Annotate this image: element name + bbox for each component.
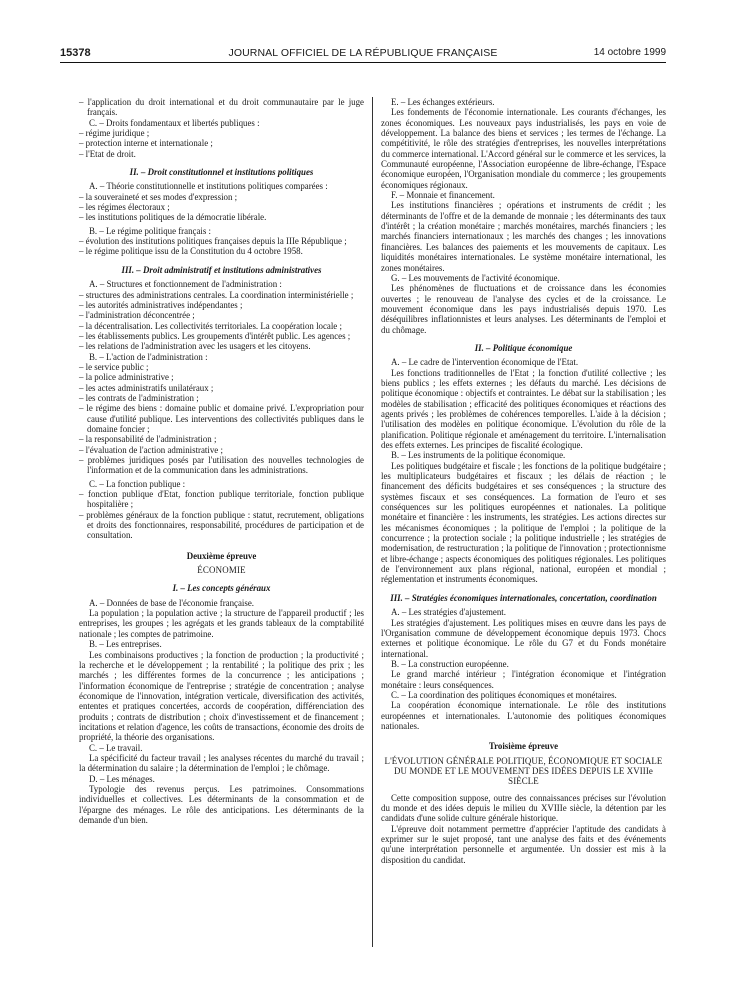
section-heading: D. – Les ménages. [89,773,155,784]
subject-title: ÉCONOMIE [197,565,246,576]
section-heading: C. – La coordination des politiques économiques et monétaires. [391,689,617,700]
section-heading: B. – Les entreprises. [89,639,162,650]
list-item: – l'Etat de droit. [79,148,136,159]
list-item: – fonction publique d'Etat, fonction publique territoriale, fonction publique hospitalière ; [79,489,364,510]
list-item: – l'application du droit international et du droit communautaire par le juge français. [79,97,364,118]
list-item: – les établissements publics. Les groupements d'intérêt public. Les agences ; [79,330,351,341]
list-item: – régime juridique ; [79,128,150,139]
list-item: – protection interne et internationale ; [79,138,213,149]
epreuve-title: Troisième épreuve [488,741,559,752]
list-item: – la police administrative ; [79,372,174,383]
section-heading: E. – Les échanges extérieurs. [391,97,495,107]
list-item: – le régime des biens : domaine public et domaine privé. L'expropriation pour cause d'utilité publique. Les interventions des collectivités publiques dans le domaine foncier ; [79,403,364,434]
page-number: 15378 [60,47,91,59]
list-item: – les régimes électoraux ; [79,202,170,213]
section-title: III. – Droit administratif et institutions administratives [121,264,322,275]
list-item: – problèmes juridiques posés par l'utilisation des nouvelles technologies de l'information et de la communication dans les administrations. [79,455,364,476]
journal-title: JOURNAL OFFICIEL DE LA RÉPUBLIQUE FRANÇAISE [228,47,498,59]
list-item: – le service public ; [79,361,149,372]
paragraph: Les institutions financières ; opérations et instruments de crédit ; les déterminants de l'offre et de la demande de monnaie ; les déterminants des taux d'intérêt ; la création monétaire ; marchés monétaires, marchés financiers ; les marchés financiers internationaux ; les marchés des changes ; les innovations financières. Les balances des paiements et les mouvements de capitaux. Les liquidités monétaires internationales. Le système monétaire international, les zones monétaires. [381,200,666,273]
list-item: – l'évaluation de l'action administrative ; [79,444,223,455]
section-heading: B. – La construction européenne. [391,658,509,669]
section-heading: A. – Théorie constitutionnelle et institutions politiques comparées : [89,181,328,192]
paragraph: La population ; la population active ; la structure de l'appareil productif ; les entreprises, les groupes ; les agrégats et les grands tableaux de la comptabilité nationale ; les comptes de patrimoine. [79,608,364,639]
list-item: – les relations de l'administration avec les usagers et les citoyens. [79,341,311,352]
paragraph: Les stratégies d'ajustement. Les politiques mises en œuvre dans les pays de l'Organisation commune de développement économique depuis 1973. Chocs externes et politique économique. Le rôle du G7 et du Fonds monétaire international. [381,617,666,659]
paragraph: Le grand marché intérieur ; l'intégration économique et l'intégration monétaire : leurs conséquences. [381,669,666,690]
list-item: – les actes administratifs unilatéraux ; [79,382,214,393]
paragraph: Les politiques budgétaire et fiscale ; les fonctions de la politique budgétaire ; les multiplicateurs budgétaires et fiscaux ; les délais de réaction ; le financement des déficits budgétaires et ses conséquences ; la structure des systèmes fiscaux et ses conséquences. La formation de l'euro et ses conséquences sur les politiques européennes et nationales. La politique monétaire et financière : les instruments, les stratégies. Les actions directes sur les mécanismes économiques ; la politique de l'emploi ; la politique de la concurrence ; la protection sociale ; la politique industrielle ; les stratégies de modernisation, de restructuration ; la politique de l'innovation ; protectionnisme et libre-échange ; aspects économiques des politiques régionales. Les politiques de l'environnement aux plans régional, national, européen et mondial ; réglementation et instruments économiques. [381,460,666,585]
left-column [79,97,364,825]
paragraph: Les fondements de l'économie internationale. Les courants d'échanges, les zones économiques. Les nouveaux pays industrialisés, les pays en voie de développement. La balance des biens et services ; les termes de l'échange. La compétitivité, le rôle des stratégies d'entreprises, les nouvelles interprétations du commerce international. L'Accord général sur le commerce et les services, la Communauté européenne, l'Association européenne de libre-échange, l'Espace économique européen, l'Organisation mondiale du commerce ; les groupements économiques régionaux. [381,107,666,190]
list-item: – les contrats de l'administration ; [79,392,199,403]
paragraph: La coopération économique internationale. Le rôle des institutions européennes et internationales. L'autonomie des politiques économiques nationales. [381,700,666,731]
subject-title: L'ÉVOLUTION GÉNÉRALE POLITIQUE, ÉCONOMIQUE ET SOCIALE DU MONDE ET LE MOUVEMENT DES IDÉES DEPUIS LE XVIIIe SIÈCLE [384,755,663,787]
paragraph: Les phénomènes de fluctuations et de croissance dans les économies ouvertes ; le renouveau de l'analyse des cycles et de la croissance. Le mouvement économique dans les pays industrialisés depuis 1970. Les déséquilibres inflationnistes et leurs analyses. Les déterminants de l'emploi et du chômage. [381,283,666,335]
section-title: II. – Droit constitutionnel et institutions politiques [129,167,314,178]
page-header [60,45,666,65]
paragraph: Cette composition suppose, outre des connaissances précises sur l'évolution du monde et des idées depuis le milieu du XVIIIe siècle, la détention par les candidats d'une solide culture générale historique. [381,792,666,824]
section-heading: A. – Les stratégies d'ajustement. [391,607,506,618]
section-heading: G. – Les mouvements de l'activité économique. [391,272,560,283]
section-title: II. – Politique économique [474,342,573,353]
list-item: – les institutions politiques de la démocratie libérale. [79,212,267,223]
section-heading: C. – Le travail. [89,742,143,753]
paragraph: L'épreuve doit notamment permettre d'apprécier l'aptitude des candidats à exprimer sur le sujet proposé, tant une analyse des faits et des événements qu'une interprétation personnelle et argumentée. Un dossier est mis à la disposition du candidat. [381,823,666,865]
section-heading: A. – Données de base de l'économie française. [89,597,254,608]
paragraph: Les combinaisons productives ; la fonction de production ; la productivité ; la recherche et le développement ; la rentabilité ; la politique des prix ; les marchés ; les différentes formes de la concurrence ; les anticipations ; l'information économique de l'entreprise ; stratégie de concentration ; analyse économique de l'innovation, intégration verticale, diversification des activités, ententes et pratiques concertées, accords de coopération, différenciation des produits ; contrats de distribution ; choix d'investissement et de financement ; incitations et relation d'agence, les coûts de transactions, économie des droits de propriété, la théorie des organisations. [79,649,364,743]
issue-date: 14 octobre 1999 [593,47,666,58]
epreuve-title: Deuxième épreuve [186,550,257,561]
list-item: – les autorités administratives indépendantes ; [79,299,243,310]
list-item: – problèmes généraux de la fonction publique : statut, recrutement, obligations et droits des fonctionnaires, responsabilité, procédures de participation et de consultation. [79,509,364,541]
section-heading: C. – Droits fondamentaux et libertés publiques : [89,117,260,128]
section-heading: C. – La fonction publique : [89,478,186,489]
list-item: – évolution des institutions politiques françaises depuis la IIIe République ; [79,236,347,247]
section-heading: B. – L'action de l'administration : [89,351,208,362]
section-heading: A. – Le cadre de l'intervention économique de l'Etat. [391,357,579,368]
right-column [381,97,666,865]
list-item: – la décentralisation. Les collectivités territoriales. La coopération locale ; [79,320,342,331]
section-heading: B. – Le régime politique français : [89,225,211,236]
paragraph: Les fonctions traditionnelles de l'Etat ; la fonction d'utilité collective ; les biens publics ; les effets externes ; les défauts du marché. Les décisions de politique économique : objectifs et contraintes. Le débat sur la stabilisation ; les modèles de stabilisation ; efficacité des politiques économiques et réactions des agents privés ; les problèmes de cohérences temporelles. L'aide à la décision ; l'utilisation des modèles en politique économique. L'évolution du rôle de la planification. Politique régionale et aménagement du territoire. L'internalisation des effets externes. Les principes de fiscalité écologique. [381,367,666,450]
header-rule [60,62,666,63]
section-heading: F. – Monnaie et financement. [391,190,495,201]
section-title: I. – Les concepts généraux [172,583,271,594]
list-item: – structures des administrations centrales. La coordination interministérielle ; [79,289,354,300]
paragraph: La spécificité du facteur travail ; les analyses récentes du marché du travail ; la détermination du salaire ; la détermination de l'emploi ; le chômage. [79,752,364,774]
list-item: – la souveraineté et ses modes d'expression ; [79,191,238,202]
list-item: – la responsabilité de l'administration ; [79,434,217,445]
list-item: – le régime politique issu de la Constitution du 4 octobre 1958. [79,246,303,257]
section-heading: A. – Structures et fonctionnement de l'administration : [89,279,282,290]
list-item: – l'administration déconcentrée ; [79,310,195,321]
section-title: III. – Stratégies économiques internationales, concertation, coordination [390,592,657,603]
section-heading: B. – Les instruments de la politique économique. [391,450,566,461]
paragraph: Typologie des revenus perçus. Les patrimoines. Consommations individuelles et collectives. Les déterminants de la consommation et de l'épargne des ménages. Le rôle des anticipations. Les déterminants de la demande d'un bien. [79,783,364,825]
column-divider [372,97,373,947]
